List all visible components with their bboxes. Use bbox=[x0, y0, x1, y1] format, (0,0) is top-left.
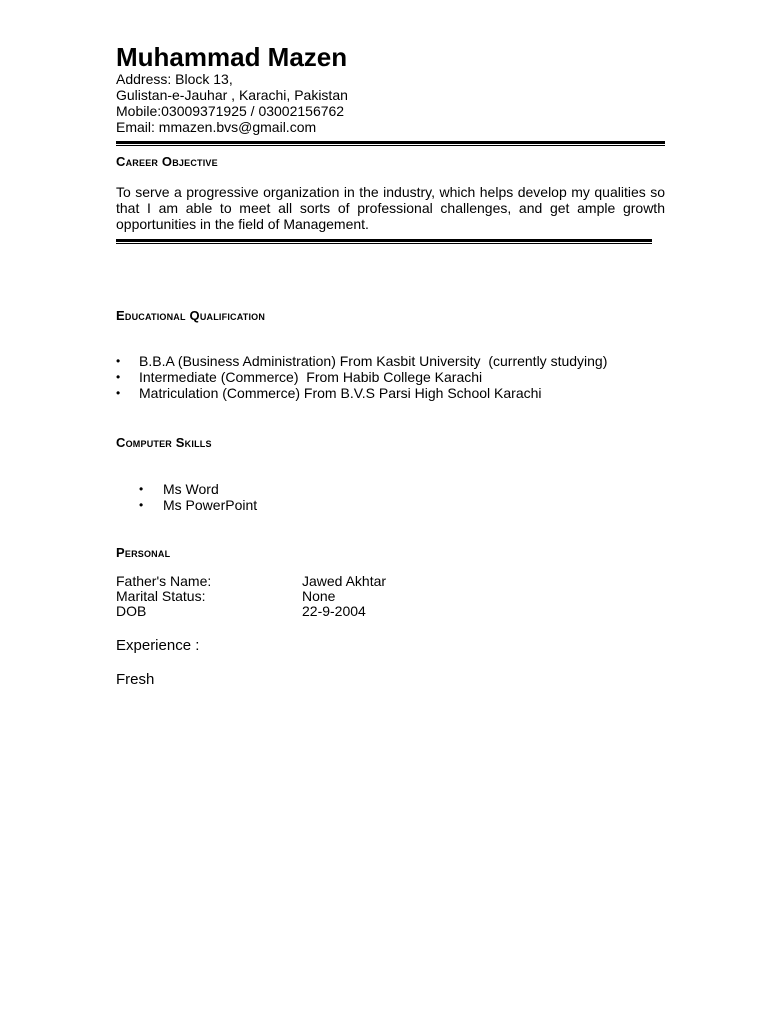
header-divider bbox=[116, 141, 665, 146]
bullet-icon: • bbox=[116, 386, 121, 400]
personal-heading: Personal bbox=[116, 545, 171, 560]
fathers-name-label: Father's Name: bbox=[116, 573, 212, 589]
bullet-icon: • bbox=[116, 354, 121, 368]
skill-item-text: Ms PowerPoint bbox=[163, 497, 258, 513]
objective-divider bbox=[116, 239, 652, 244]
education-item bbox=[116, 385, 607, 401]
contact-block bbox=[116, 71, 348, 135]
education-item-text: B.B.A (Business Administration) From Kasbit University (currently studying) bbox=[139, 353, 608, 369]
resume-page bbox=[116, 0, 665, 1024]
dob-label: DOB bbox=[116, 603, 147, 619]
education-list bbox=[116, 353, 607, 401]
education-item bbox=[116, 353, 607, 369]
address-line-1: Address: Block 13, bbox=[116, 71, 233, 87]
education-heading: Educational Qualification bbox=[116, 308, 266, 323]
marital-status-label: Marital Status: bbox=[116, 588, 206, 604]
bullet-icon: • bbox=[139, 482, 144, 496]
bullet-icon: • bbox=[139, 498, 144, 512]
email-address: Email: mmazen.bvs@gmail.com bbox=[116, 119, 317, 135]
fathers-name-value: Jawed Akhtar bbox=[302, 573, 387, 589]
marital-status-value: None bbox=[302, 588, 336, 604]
computer-skills-list bbox=[116, 481, 257, 513]
education-item-text: Matriculation (Commerce) From B.V.S Parsi High School Karachi bbox=[139, 385, 542, 401]
education-item bbox=[116, 369, 607, 385]
skill-item bbox=[116, 481, 257, 497]
skill-item-text: Ms Word bbox=[163, 481, 219, 497]
education-item-text: Intermediate (Commerce) From Habib College Karachi bbox=[139, 369, 483, 385]
experience-value: Fresh bbox=[116, 671, 155, 688]
experience-label: Experience : bbox=[116, 637, 200, 654]
career-objective-heading: Career Objective bbox=[116, 154, 218, 169]
dob-value: 22-9-2004 bbox=[302, 603, 366, 619]
bullet-icon: • bbox=[116, 370, 121, 384]
career-objective-text: To serve a progressive organization in the industry, which helps develop my qualities so that I am able to meet all sorts of professional challenges, and get ample growth opportunities in the field of Management. bbox=[116, 184, 665, 232]
skill-item bbox=[116, 497, 257, 513]
address-line-2: Gulistan-e-Jauhar , Karachi, Pakistan bbox=[116, 87, 348, 103]
applicant-name: Muhammad Mazen bbox=[116, 42, 348, 72]
mobile-number: Mobile:03009371925 / 03002156762 bbox=[116, 103, 345, 119]
computer-skills-heading: Computer Skills bbox=[116, 435, 212, 450]
